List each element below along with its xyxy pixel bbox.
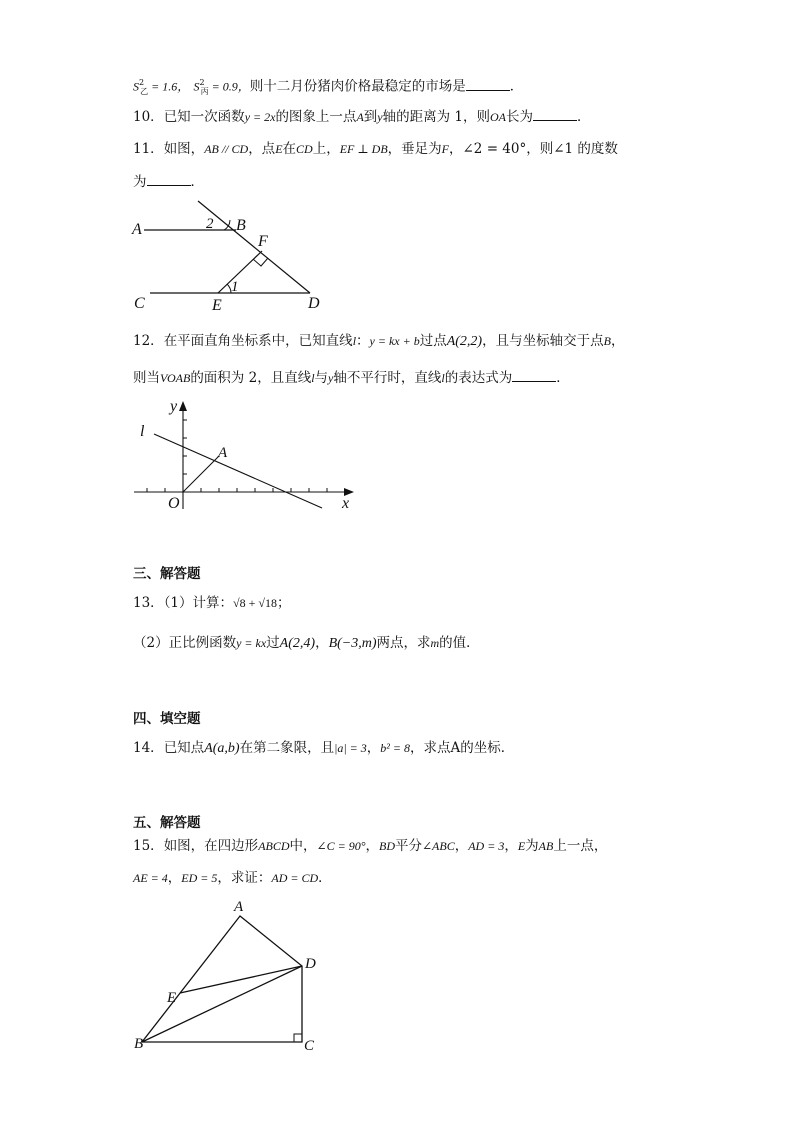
question-13-part2: （2）正比例函数y = kx过A(2,4)，B(−3,m)两点，求m的值． (133, 635, 480, 651)
quad-abcd (142, 916, 302, 1042)
label-angle-1: 1 (231, 279, 239, 295)
label-f: F (258, 233, 268, 250)
label-b: B (134, 1036, 144, 1052)
answer-blank (147, 173, 191, 186)
variance-symbol: S (133, 79, 139, 94)
q11-figure (130, 196, 330, 314)
q12-figure (130, 393, 360, 515)
section-5-heading: 五、解答题 (133, 815, 201, 831)
label-b: B (236, 217, 246, 234)
question-10: 10．已知一次函数y = 2x的图象上一点A到y轴的距离为 1，则OA长为 ． (133, 109, 591, 125)
line-ef (218, 251, 262, 293)
question-15-line2: AE = 4，ED = 5，求证：AD = CD． (133, 870, 332, 886)
section-3-heading: 三、解答题 (133, 566, 201, 582)
question-13-part1: 13．（1）计算：√8 + √18； (133, 595, 291, 611)
label-d: D (305, 956, 316, 972)
question-15: 15．如图，在四边形ABCD中，∠C = 90°，BD平分∠ABC，AD = 3，E为AB上一点， (133, 838, 608, 854)
question-12: 12．在平面直角坐标系中，已知直线l：y = kx + b过点A(2,2)，且与坐标轴交于点B， (133, 333, 625, 349)
q15-figure (130, 896, 330, 1056)
label-l: l (140, 423, 145, 440)
section-4-heading: 四、填空题 (133, 711, 201, 727)
label-angle-2: 2 (206, 216, 214, 232)
answer-blank (533, 108, 577, 121)
label-e: E (212, 297, 222, 314)
label-a: A (218, 445, 228, 461)
answer-blank (512, 369, 556, 382)
label-a: A (234, 899, 244, 915)
q9-tail: $S^2_乙 = 1.6$， $S^2_丙 = 0.9$，则十二月份猪肉价格最稳定的市场是 ． (133, 78, 524, 97)
question-11: 11．如图，AB // CD，点E在CD上，EF ⊥ DB，垂足为F，∠2 = 40°，则∠1 的度数 (133, 141, 618, 157)
right-angle-mark (294, 1034, 302, 1042)
label-a: A (132, 221, 142, 238)
label-d: D (308, 295, 320, 312)
label-y: y (170, 398, 178, 415)
question-12-line2: 则当VOAB的面积为 2，且直线l与y轴不平行时，直线l的表达式为 ． (133, 370, 570, 386)
label-c: C (134, 295, 145, 312)
right-angle-mark (253, 258, 268, 266)
x-ticks (147, 488, 327, 492)
segment-bd (142, 966, 302, 1042)
y-axis-arrow (179, 401, 187, 411)
question-14: 14．已知点A(a,b)在第二象限，且|a| = 3，b² = 8，求点A的坐标． (133, 740, 515, 756)
segment-oa (183, 456, 219, 492)
label-e: E (167, 990, 177, 1006)
line-transversal (198, 201, 310, 293)
question-11-line2: 为 ． (133, 174, 204, 190)
label-o: O (168, 495, 180, 512)
label-c: C (304, 1038, 315, 1054)
answer-blank (466, 78, 510, 91)
label-x: x (342, 495, 350, 512)
